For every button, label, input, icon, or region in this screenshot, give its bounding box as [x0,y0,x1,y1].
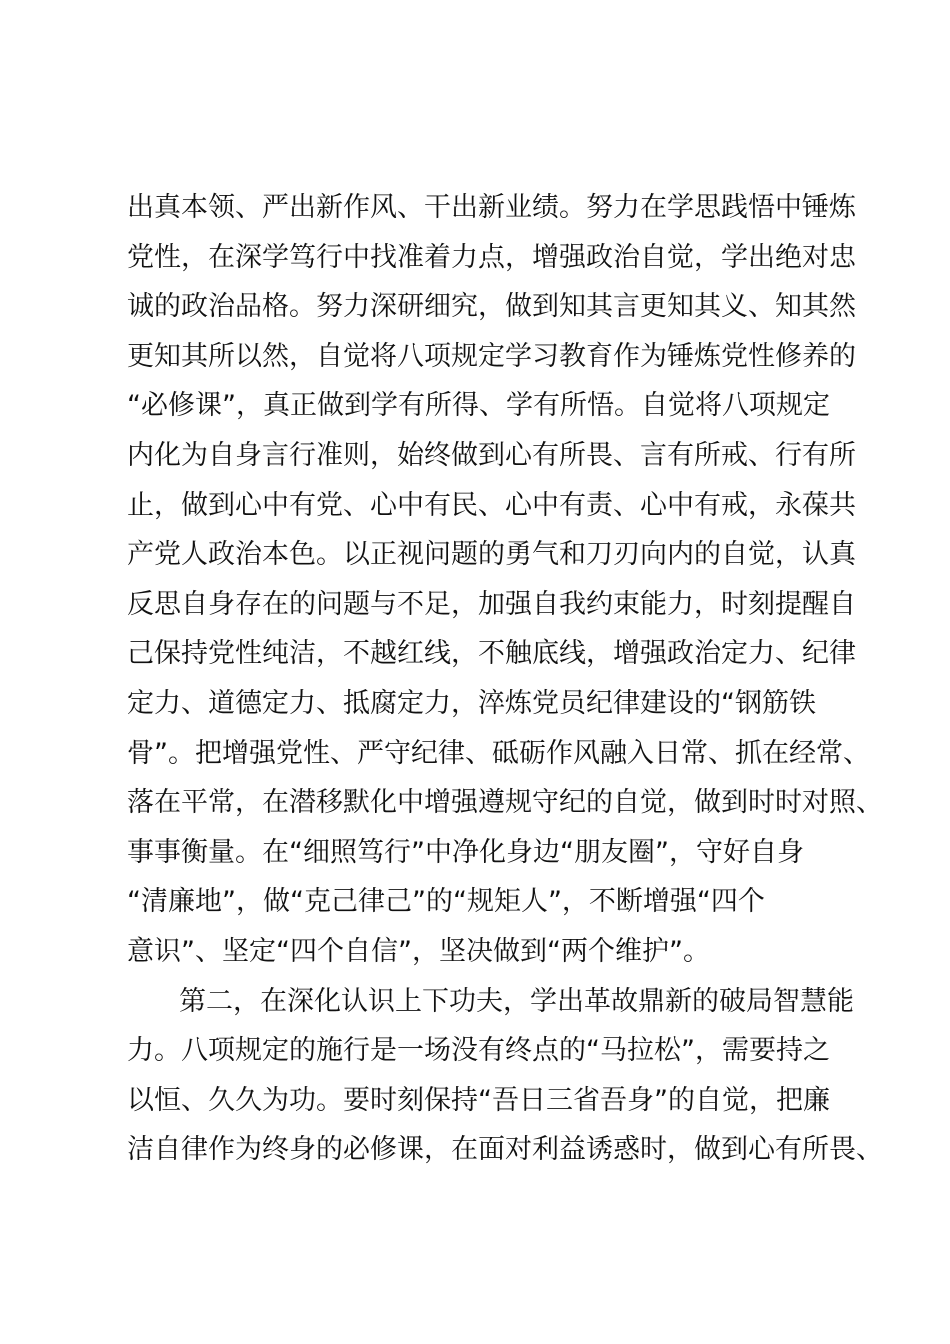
text-line-12: 骨”。把增强党性、严守纪律、砥砺作风融入日常、抓在经常、 [127,737,870,769]
text-line-9: 反思自身存在的问题与不足，加强自我约束能力，时刻提醒自 [127,588,856,620]
text-line-5: “必修课”，真正做到学有所得、学有所悟。自觉将八项规定 [127,390,830,422]
text-line-3: 诚的政治品格。努力深研细究，做到知其言更知其义、知其然 [127,291,856,323]
text-line-11: 定力、道德定力、抵腐定力，淬炼党员纪律建设的“钢筋铁 [127,687,816,719]
text-line-15: “清廉地”，做“克己律己”的“规矩人”，不断增强“四个 [127,886,765,918]
text-line-10: 己保持党性纯洁，不越红线，不触底线，增强政治定力、纪律 [127,638,856,670]
text-line-18: 力。八项规定的施行是一场没有终点的“马拉松”，需要持之 [127,1035,830,1067]
body-text [127,183,883,1175]
text-line-13: 落在平常，在潜移默化中增强遵规守纪的自觉，做到时时对照、 [127,787,883,819]
text-line-19: 以恒、久久为功。要时刻保持“吾日三省吾身”的自觉，把廉 [127,1084,830,1116]
text-line-7: 止，做到心中有党、心中有民、心中有责、心中有戒，永葆共 [127,489,856,521]
text-line-8: 产党人政治本色。以正视问题的勇气和刀刃向内的自觉，认真 [127,539,856,571]
text-line-1: 出真本领、严出新作风、干出新业绩。努力在学思践悟中锤炼 [127,192,856,223]
text-line-17: 第二，在深化认识上下功夫，学出革故鼎新的破局智慧能 [179,985,854,1017]
text-line-2: 党性，在深学笃行中找准着力点，增强政治自觉，学出绝对忠 [127,241,856,273]
text-line-14: 事事衡量。在“细照笃行”中净化身边“朋友圈”，守好自身 [127,836,804,868]
text-line-16: 意识”、坚定“四个自信”，坚决做到“两个维护”。 [127,935,710,967]
text-line-6: 内化为自身言行准则，始终做到心有所畏、言有所戒、行有所 [127,439,856,471]
text-line-4: 更知其所以然，自觉将八项规定学习教育作为锤炼党性修养的 [127,340,856,372]
text-line-20: 洁自律作为终身的必修课，在面对利益诱惑时，做到心有所畏、 [127,1134,883,1166]
